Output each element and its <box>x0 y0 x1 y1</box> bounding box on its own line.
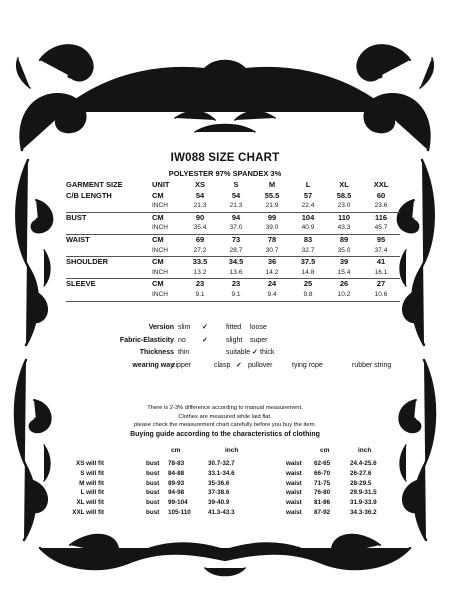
property-option: pullover <box>248 361 273 369</box>
measurement-label: SHOULDER <box>66 257 109 267</box>
header-unit: UNIT <box>152 180 170 189</box>
measurement-label <box>66 268 138 279</box>
property-label: Fabric-Elasticity <box>119 336 174 344</box>
measurement-value: 99 <box>267 212 277 222</box>
measurement-value: 90 <box>195 212 205 222</box>
note-line: Clothes are measured while laid flat. <box>178 413 272 420</box>
measurement-value: 15.4 <box>326 268 362 279</box>
note-line: please check the measurement chart carefully before you buy the item. <box>133 422 317 429</box>
measurement-label: C/B LENGTH <box>66 190 112 200</box>
guide-cm-range: 81-86 <box>314 499 331 507</box>
size-table-row <box>66 234 400 245</box>
property-option: suitable <box>226 349 251 356</box>
property-option: clasp <box>214 361 231 369</box>
guide-cm-range: 89-93 <box>168 479 185 487</box>
property-option: thick <box>260 349 275 356</box>
property-row <box>60 322 400 335</box>
guide-measure: bust <box>146 509 160 516</box>
measurement-unit: INCH <box>138 268 182 279</box>
property-row <box>60 347 400 360</box>
measurement-value: 14.8 <box>290 268 326 279</box>
size-table-body <box>66 191 400 301</box>
measurement-value: 37.5 <box>300 257 316 267</box>
measurement-unit: INCH <box>138 201 182 212</box>
guide-inch-range: 29.9-31.5 <box>350 489 377 497</box>
guide-size: XS will fit <box>76 460 104 467</box>
measurement-value: 35.4 <box>182 223 218 234</box>
measurement-value: 10.6 <box>362 290 400 301</box>
guide-cm-range: 62-65 <box>314 460 331 467</box>
measurement-value: 60 <box>376 190 386 200</box>
measurement-value: 33.5 <box>192 257 208 267</box>
guide-measure: bust <box>146 469 160 477</box>
header-size: L <box>305 180 311 189</box>
measurement-unit: INCH <box>138 246 182 257</box>
measurement-value: 110 <box>337 212 351 222</box>
guide-row <box>0 498 450 507</box>
guide-header-inch: inch <box>225 447 239 454</box>
measurement-value: 32.7 <box>290 246 326 257</box>
measurement-value: 55.5 <box>264 190 280 200</box>
guide-measure: bust <box>146 489 160 497</box>
guide-inch-range: 33.1-34.6 <box>208 469 235 477</box>
property-label: Thickness <box>139 349 174 356</box>
measurement-value: 57 <box>303 190 313 200</box>
property-option: slight <box>226 336 243 344</box>
size-table-row <box>66 223 400 234</box>
measurement-value: 43.3 <box>326 223 362 234</box>
guide-row <box>0 508 450 517</box>
guide-measure: waist <box>286 499 302 507</box>
measurement-value: 25 <box>303 279 313 289</box>
property-label: Version <box>148 324 174 331</box>
guide-cm-range: 105-110 <box>168 509 191 516</box>
size-table-header <box>66 180 400 191</box>
size-table-row <box>66 290 400 301</box>
measurement-value: 13.6 <box>218 268 254 279</box>
measurement-value: 21.3 <box>182 201 218 212</box>
measurement-value: 9.4 <box>254 290 290 301</box>
measurement-value: 13.2 <box>182 268 218 279</box>
measurement-value: 69 <box>195 234 205 244</box>
measurement-value: 78 <box>267 234 277 244</box>
measurement-value: 34.5 <box>228 257 244 267</box>
measurement-label: WAIST <box>66 234 90 244</box>
measurement-value: 9.8 <box>290 290 326 301</box>
measurement-value: 116 <box>374 212 388 222</box>
guide-measure: waist <box>286 489 302 497</box>
guide-cm-range: 66-70 <box>314 469 331 477</box>
check-mark-icon: ✓ <box>202 336 208 344</box>
measurement-value: 94 <box>231 212 241 222</box>
size-table-row <box>66 268 400 279</box>
measurement-value: 21.3 <box>218 201 254 212</box>
measurement-label: SLEEVE <box>66 279 96 289</box>
guide-row <box>0 459 450 468</box>
property-row <box>60 335 400 348</box>
measurement-value: 54 <box>231 190 241 200</box>
property-row <box>60 360 400 373</box>
size-table-row <box>66 257 400 268</box>
measurement-value: 30.7 <box>254 246 290 257</box>
guide-measure: waist <box>286 469 302 477</box>
guide-cm-range: 71-75 <box>314 479 331 487</box>
measurement-label <box>66 246 138 257</box>
fabric-composition: POLYESTER 97% SPANDEX 3% <box>168 169 282 178</box>
measurement-unit: CM <box>152 234 164 244</box>
measurement-value: 89 <box>339 234 349 244</box>
guide-measure: bust <box>146 460 160 467</box>
buying-guide <box>0 447 450 537</box>
property-option: no <box>178 336 186 344</box>
measurement-value: 21.9 <box>254 201 290 212</box>
measurement-label <box>66 201 138 212</box>
measurement-value: 39.0 <box>254 223 290 234</box>
measurement-value: 35.0 <box>326 246 362 257</box>
measurement-value: 104 <box>301 212 315 222</box>
size-table-row <box>66 212 400 223</box>
measurement-value: 45.7 <box>362 223 400 234</box>
size-table <box>66 180 400 302</box>
guide-measure: waist <box>286 509 302 516</box>
guide-inch-range: 31.9-33.9 <box>350 499 377 507</box>
guide-size: S will fit <box>80 469 104 477</box>
guide-cm-range: 84-88 <box>168 469 185 477</box>
guide-inch-range: 41.3-43.3 <box>208 509 235 516</box>
guide-measure: bust <box>146 499 160 507</box>
guide-row <box>0 488 450 497</box>
size-table-row <box>66 201 400 212</box>
property-option: rubber string <box>352 361 392 369</box>
property-option: fitted <box>226 324 242 331</box>
measurement-value: 9.1 <box>182 290 218 301</box>
measurement-value: 37.0 <box>218 223 254 234</box>
buying-guide-title: Buying guide according to the characteristics of clothing <box>130 431 320 438</box>
measurement-value: 28.7 <box>218 246 254 257</box>
guide-header-cm: cm <box>320 447 330 454</box>
guide-inch-range: 35-36.6 <box>208 479 230 487</box>
size-table-row <box>66 191 400 202</box>
size-table-row <box>66 279 400 290</box>
measurement-unit: INCH <box>138 290 182 301</box>
guide-header-cm: cm <box>171 447 181 454</box>
measurement-value: 73 <box>231 234 241 244</box>
measurement-value: 40.9 <box>290 223 326 234</box>
measurement-value: 23 <box>231 279 241 289</box>
check-mark-icon: ✓ <box>252 349 258 356</box>
measurement-label <box>66 290 138 301</box>
measurement-unit: CM <box>152 257 164 267</box>
measurement-notes <box>0 404 450 430</box>
guide-inch-range: 30.7-32.7 <box>208 460 235 467</box>
property-option: slim <box>178 324 191 331</box>
measurement-unit: CM <box>152 190 164 200</box>
measurement-value: 39 <box>339 257 349 267</box>
measurement-label: BUST <box>66 212 87 222</box>
guide-cm-range: 94-98 <box>168 489 185 497</box>
guide-inch-range: 39-40.9 <box>208 499 230 507</box>
measurement-label <box>66 223 138 234</box>
property-option: thin <box>178 349 190 356</box>
property-option: loose <box>250 324 267 331</box>
measurement-value: 95 <box>376 234 386 244</box>
guide-size: XXL will fit <box>72 509 104 516</box>
measurement-value: 27 <box>376 279 386 289</box>
check-mark-icon: ✓ <box>202 324 208 331</box>
header-size: M <box>268 180 276 189</box>
guide-measure: waist <box>286 460 302 467</box>
guide-inch-range: 26-27.6 <box>350 469 372 477</box>
measurement-value: 27.2 <box>182 246 218 257</box>
measurement-value: 23.6 <box>362 201 400 212</box>
measurement-unit: INCH <box>138 223 182 234</box>
measurement-value: 83 <box>303 234 313 244</box>
check-mark-icon: ✓ <box>236 361 242 369</box>
guide-header-inch: inch <box>358 447 372 454</box>
note-line: There is 2-3% difference according to manual measurement. <box>147 405 303 411</box>
guide-size: M will fit <box>79 479 104 487</box>
measurement-value: 14.2 <box>254 268 290 279</box>
measurement-value: 23 <box>195 279 205 289</box>
measurement-value: 26 <box>339 279 349 289</box>
guide-inch-range: 34.3-36.2 <box>350 509 377 516</box>
property-label: wearing way <box>132 361 174 369</box>
measurement-value: 10.2 <box>326 290 362 301</box>
measurement-unit: CM <box>152 279 164 289</box>
measurement-value: 22.4 <box>290 201 326 212</box>
guide-cm-range: 76-80 <box>314 489 331 497</box>
guide-cm-range: 78-83 <box>168 460 185 467</box>
measurement-value: 54 <box>195 190 205 200</box>
measurement-value: 16.1 <box>362 268 400 279</box>
guide-cm-range: 87-92 <box>314 509 331 516</box>
guide-inch-range: 37-38.6 <box>208 489 230 497</box>
header-size: S <box>233 180 239 189</box>
header-label: GARMENT SIZE <box>66 180 123 189</box>
measurement-value: 37.4 <box>362 246 400 257</box>
measurement-unit: CM <box>152 212 164 222</box>
measurement-value: 23.0 <box>326 201 362 212</box>
property-option: super <box>250 336 268 344</box>
chart-title: IW088 SIZE CHART <box>170 152 280 164</box>
guide-size: L will fit <box>80 489 104 497</box>
measurement-value: 41 <box>376 257 386 267</box>
guide-measure: bust <box>146 479 160 487</box>
garment-properties <box>60 322 400 372</box>
header-size: XXL <box>373 180 389 189</box>
guide-cm-range: 99-104 <box>168 499 188 507</box>
property-option: zipper <box>172 361 192 369</box>
guide-row <box>0 469 450 478</box>
header-size: XL <box>339 180 349 189</box>
guide-measure: waist <box>286 479 302 487</box>
measurement-value: 9.1 <box>218 290 254 301</box>
size-table-row <box>66 246 400 257</box>
guide-row <box>0 479 450 488</box>
guide-size: XL will fit <box>76 499 104 507</box>
guide-inch-range: 28-29.5 <box>350 479 372 487</box>
guide-inch-range: 24.4-25.6 <box>350 460 377 467</box>
measurement-value: 58.5 <box>336 190 352 200</box>
measurement-value: 24 <box>267 279 277 289</box>
property-option: tying rope <box>292 361 323 369</box>
header-size: XS <box>194 180 205 189</box>
measurement-value: 36 <box>267 257 277 267</box>
